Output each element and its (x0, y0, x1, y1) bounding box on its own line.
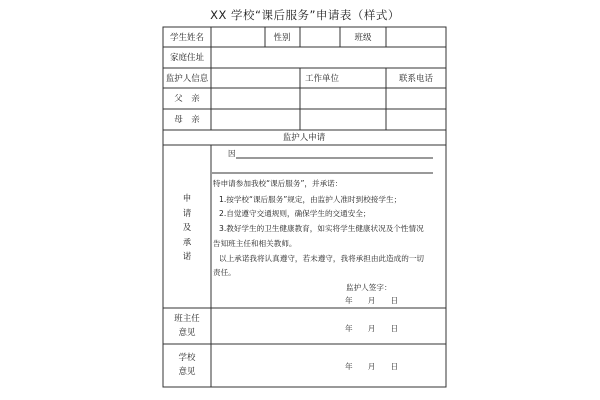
class-teacher-label-2: 意见 (178, 328, 196, 338)
reason-field-line1[interactable] (237, 148, 433, 159)
mother-info-field[interactable] (212, 110, 299, 129)
commitment-item-2: 2.自觉遵守交通规则，确保学生的交通安全； (219, 209, 371, 218)
home-address-field[interactable] (212, 48, 445, 67)
student-name-label: 学生姓名 (169, 33, 205, 43)
school-label-2: 意见 (178, 367, 196, 377)
commitment-item-3: 3.教好学生的卫生健康教育，如实将学生健康状况及个性情况 (219, 224, 424, 233)
mother-phone-field[interactable] (387, 110, 445, 129)
mother-work-unit-field[interactable] (301, 110, 385, 129)
class-label: 班级 (354, 33, 372, 43)
father-work-unit-field[interactable] (301, 89, 385, 108)
student-name-field[interactable] (212, 28, 264, 46)
class-teacher-date: 年 月 日 (345, 324, 399, 333)
commitment-item-3-cont: 告知班主任和相关教师。 (213, 239, 297, 248)
school-opinion-field[interactable] (212, 345, 445, 386)
commitment-item-1: 1.按学校“课后服务”规定，由监护人准时到校接学生； (219, 195, 402, 204)
class-teacher-opinion-field[interactable] (212, 309, 445, 343)
closing-statement: 以上承诺我将认真遵守，若未遵守，我将承担由此造成的一切 (219, 254, 425, 263)
guardian-info-label: 监护人信息 (165, 74, 209, 84)
form-title: XX 学校“课后服务”申请表（样式） (210, 8, 400, 22)
mother-label: 母 亲 (174, 115, 200, 125)
father-phone-field[interactable] (387, 89, 445, 108)
apply-commit-char: 诺 (182, 252, 192, 262)
gender-field[interactable] (301, 28, 339, 46)
reason-prefix: 因 (228, 149, 236, 158)
guardian-application-header: 监护人申请 (282, 133, 326, 143)
apply-commit-label (181, 192, 193, 265)
home-address-label: 家庭住址 (169, 53, 205, 63)
apply-commit-char: 申 (182, 194, 192, 204)
contact-phone-header: 联系电话 (398, 74, 434, 84)
father-label: 父 亲 (174, 94, 200, 104)
apply-commit-char: 承 (182, 237, 192, 248)
guardian-sign-date: 年 月 日 (345, 296, 399, 305)
apply-commit-char: 请 (182, 208, 192, 219)
apply-commit-char: 及 (182, 223, 192, 233)
school-date: 年 月 日 (345, 362, 399, 371)
work-unit-header: 工作单位 (304, 74, 340, 84)
reason-field-line2[interactable] (212, 162, 433, 173)
guardian-signature-label: 监护人签字： (346, 283, 392, 292)
school-label: 学校 (178, 353, 196, 363)
class-field[interactable] (387, 28, 445, 46)
father-info-field[interactable] (212, 89, 299, 108)
class-teacher-label: 班主任 (174, 314, 200, 324)
gender-label: 性别 (273, 33, 291, 43)
application-intro: 特申请参加我校“课后服务”，并承诺： (213, 179, 343, 188)
closing-statement-cont: 责任。 (213, 268, 236, 277)
